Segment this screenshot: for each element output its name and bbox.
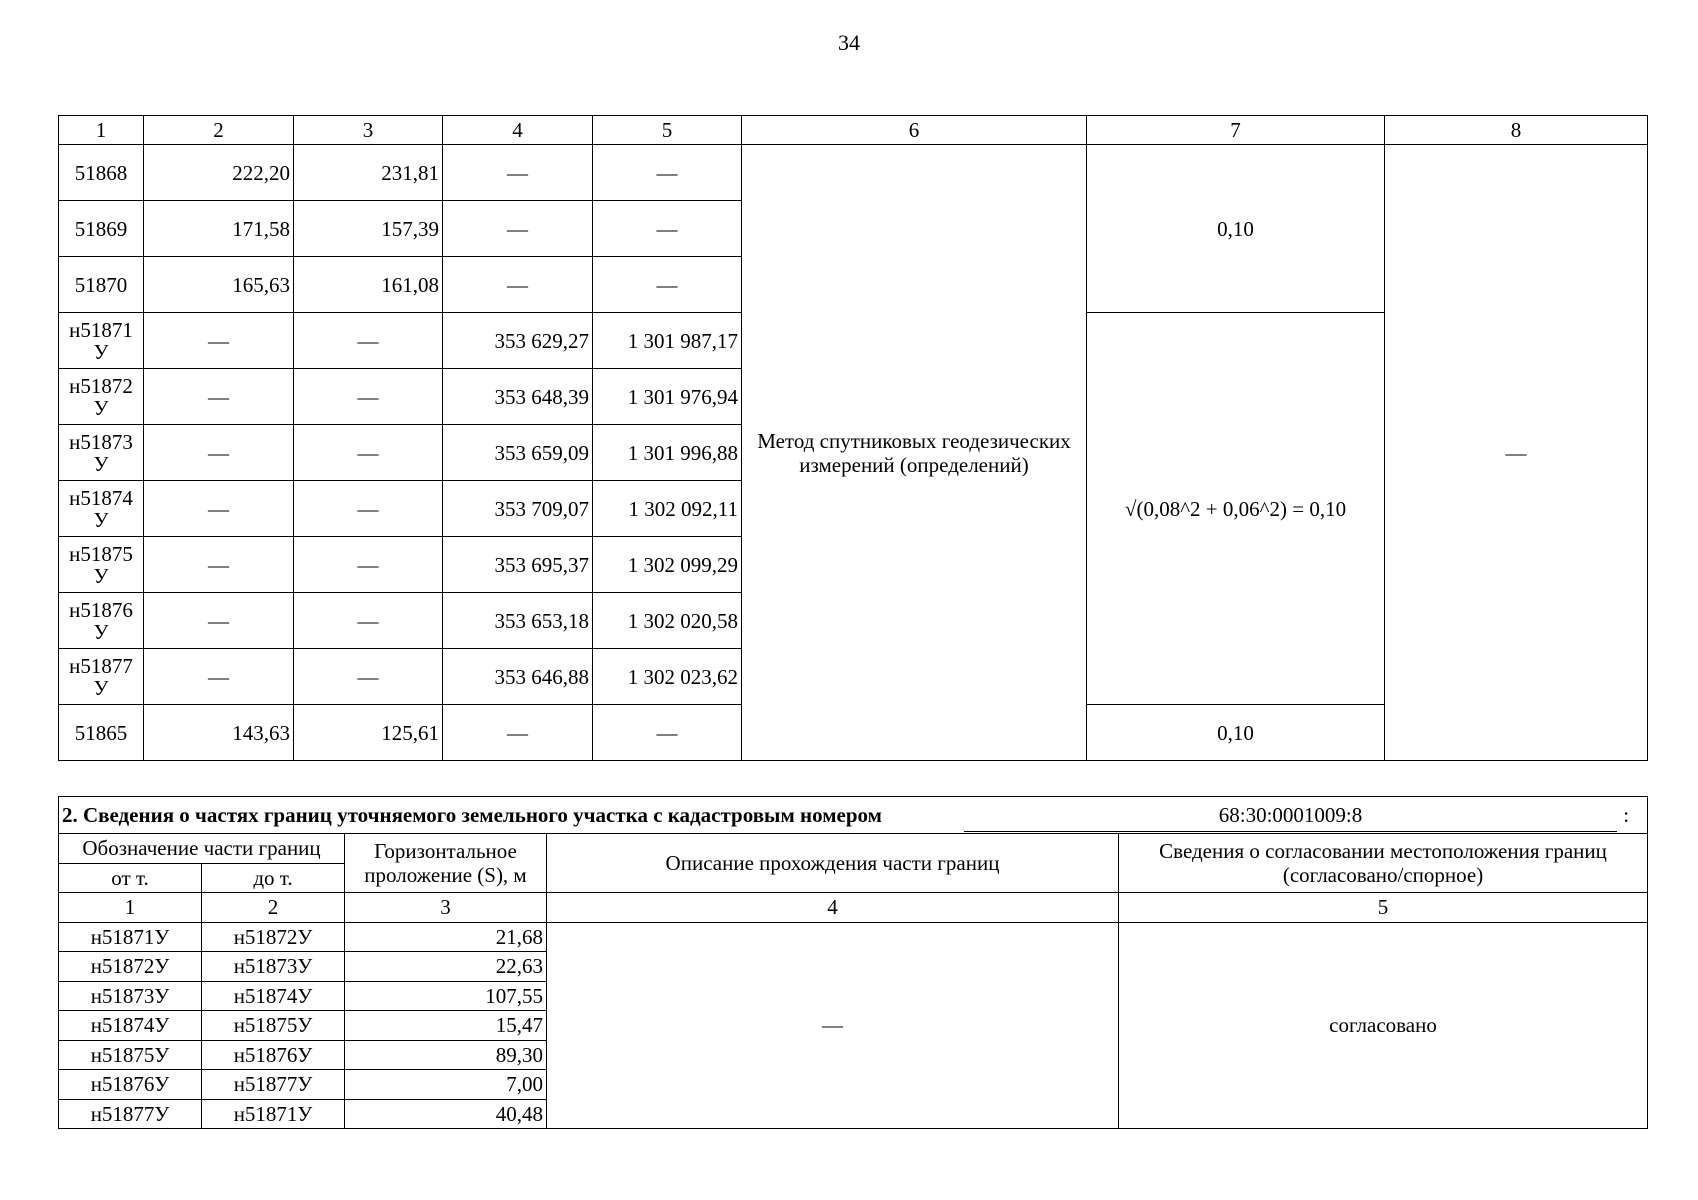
from-point-cell: н51872У xyxy=(59,952,202,982)
head-from: от т. xyxy=(59,863,202,893)
value-cell: 353 629,27 xyxy=(443,313,593,369)
table-row xyxy=(59,145,1648,201)
value-cell: 1 302 020,58 xyxy=(593,593,742,649)
header-cell: 3 xyxy=(294,116,443,145)
length-cell: 107,55 xyxy=(345,981,547,1011)
value-cell: 1 301 976,94 xyxy=(593,369,742,425)
to-point-cell: н51876У xyxy=(202,1040,345,1070)
value-cell: 222,20 xyxy=(144,145,294,201)
value-cell: — xyxy=(443,705,593,761)
value-cell: 353 709,07 xyxy=(443,481,593,537)
section-title-row xyxy=(59,797,1648,834)
point-name-cell: н51875 У xyxy=(59,537,144,593)
value-cell: — xyxy=(294,425,443,481)
value-cell: 143,63 xyxy=(144,705,294,761)
value-cell: 353 646,88 xyxy=(443,649,593,705)
page-number: 34 xyxy=(838,30,860,55)
head-part: Обозначение части границ xyxy=(59,834,345,864)
accuracy-top-cell: 0,10 xyxy=(1087,145,1385,313)
value-cell: 1 302 092,11 xyxy=(593,481,742,537)
col-number: 5 xyxy=(1119,893,1648,923)
from-point-cell: н51876У xyxy=(59,1070,202,1100)
value-cell: — xyxy=(294,537,443,593)
col-number: 4 xyxy=(547,893,1119,923)
to-point-cell: н51871У xyxy=(202,1099,345,1129)
value-cell: — xyxy=(443,257,593,313)
header-cell: 5 xyxy=(593,116,742,145)
value-cell: 157,39 xyxy=(294,201,443,257)
boundary-points-table xyxy=(58,115,1648,761)
title-colon: : xyxy=(1623,803,1630,827)
col-number: 3 xyxy=(345,893,547,923)
head-to: до т. xyxy=(202,863,345,893)
value-cell: 353 659,09 xyxy=(443,425,593,481)
point-name-cell: н51873 У xyxy=(59,425,144,481)
value-cell: — xyxy=(443,145,593,201)
value-cell: — xyxy=(294,649,443,705)
length-cell: 7,00 xyxy=(345,1070,547,1100)
value-cell: 353 695,37 xyxy=(443,537,593,593)
to-point-cell: н51874У xyxy=(202,981,345,1011)
to-point-cell: н51875У xyxy=(202,1011,345,1041)
value-cell: — xyxy=(144,313,294,369)
point-name-cell: 51870 xyxy=(59,257,144,313)
value-cell: — xyxy=(593,705,742,761)
to-point-cell: н51873У xyxy=(202,952,345,982)
point-name-cell: н51871 У xyxy=(59,313,144,369)
cadastral-number: 68:30:0001009:8 xyxy=(1218,803,1363,827)
description-cell: — xyxy=(547,922,1119,1129)
table-header-row xyxy=(59,116,1648,145)
value-cell: 353 648,39 xyxy=(443,369,593,425)
header-cell: 6 xyxy=(742,116,1087,145)
length-cell: 40,48 xyxy=(345,1099,547,1129)
header-cell: 4 xyxy=(443,116,593,145)
point-name-cell: н51872 У xyxy=(59,369,144,425)
value-cell: — xyxy=(144,369,294,425)
value-cell: 1 302 023,62 xyxy=(593,649,742,705)
value-cell: 353 653,18 xyxy=(443,593,593,649)
point-name-cell: н51874 У xyxy=(59,481,144,537)
value-cell: — xyxy=(144,593,294,649)
point-name-cell: н51876 У xyxy=(59,593,144,649)
header-cell: 8 xyxy=(1385,116,1648,145)
value-cell: — xyxy=(593,201,742,257)
length-cell: 22,63 xyxy=(345,952,547,982)
value-cell: 125,61 xyxy=(294,705,443,761)
value-cell: 1 301 987,17 xyxy=(593,313,742,369)
from-point-cell: н51874У xyxy=(59,1011,202,1041)
point-name-cell: 51865 xyxy=(59,705,144,761)
col-number: 1 xyxy=(59,893,202,923)
header-cell: 7 xyxy=(1087,116,1385,145)
value-cell: — xyxy=(593,145,742,201)
boundary-parts-table xyxy=(58,796,1648,1129)
value-cell: 231,81 xyxy=(294,145,443,201)
cadastral-underline xyxy=(964,831,1617,832)
section-title: 2. Сведения о частях границ уточняемого земельного участка с кадастровым номером xyxy=(62,803,882,827)
from-point-cell: н51873У xyxy=(59,981,202,1011)
value-cell: 1 301 996,88 xyxy=(593,425,742,481)
value-cell: — xyxy=(294,593,443,649)
from-point-cell: н51875У xyxy=(59,1040,202,1070)
header-cell: 1 xyxy=(59,116,144,145)
accuracy-bottom-cell: 0,10 xyxy=(1087,705,1385,761)
head-agree: Сведения о согласовании местоположения границ (согласовано/спорное) xyxy=(1119,834,1648,893)
point-name-cell: 51868 xyxy=(59,145,144,201)
point-name-cell: н51877 У xyxy=(59,649,144,705)
to-point-cell: н51872У xyxy=(202,922,345,952)
from-point-cell: н51877У xyxy=(59,1099,202,1129)
value-cell: — xyxy=(144,649,294,705)
value-cell: — xyxy=(593,257,742,313)
head-length: Горизонтальное проложение (S), м xyxy=(345,834,547,893)
value-cell: 161,08 xyxy=(294,257,443,313)
value-cell: — xyxy=(294,313,443,369)
agreement-cell: согласовано xyxy=(1119,922,1648,1129)
method-cell: Метод спутниковых геодезических измерений (определений) xyxy=(742,145,1087,761)
value-cell: — xyxy=(294,369,443,425)
col8-cell: — xyxy=(1385,145,1648,761)
col-number: 2 xyxy=(202,893,345,923)
value-cell: — xyxy=(144,537,294,593)
accuracy-formula-cell: √(0,08^2 + 0,06^2) = 0,10 xyxy=(1087,313,1385,705)
length-cell: 89,30 xyxy=(345,1040,547,1070)
value-cell: — xyxy=(144,425,294,481)
value-cell: — xyxy=(294,481,443,537)
point-name-cell: 51869 xyxy=(59,201,144,257)
to-point-cell: н51877У xyxy=(202,1070,345,1100)
table-row xyxy=(59,922,1648,952)
length-cell: 15,47 xyxy=(345,1011,547,1041)
length-cell: 21,68 xyxy=(345,922,547,952)
value-cell: — xyxy=(443,201,593,257)
head-desc: Описание прохождения части границ xyxy=(547,834,1119,893)
value-cell: 165,63 xyxy=(144,257,294,313)
header-cell: 2 xyxy=(144,116,294,145)
value-cell: 171,58 xyxy=(144,201,294,257)
from-point-cell: н51871У xyxy=(59,922,202,952)
value-cell: — xyxy=(144,481,294,537)
value-cell: 1 302 099,29 xyxy=(593,537,742,593)
